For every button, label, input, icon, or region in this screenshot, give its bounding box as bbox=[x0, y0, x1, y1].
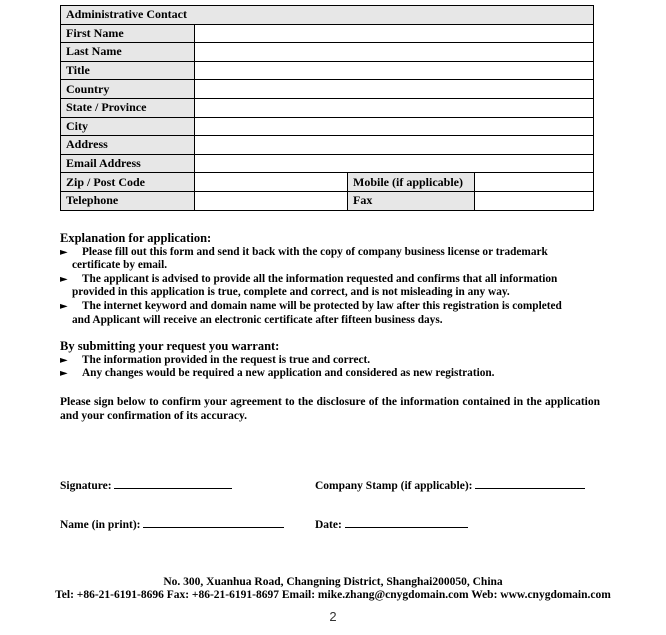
warrant-text: Any changes would be required a new application and considered as new registration. bbox=[82, 367, 495, 380]
explanation-item bbox=[60, 273, 605, 300]
form-row bbox=[61, 80, 594, 99]
footer-contact: Tel: +86-21-6191-8696 Fax: +86-21-6191-8697 Email: mike.zhang@cnygdomain.com Web: www.cnygdomain.com bbox=[55, 589, 611, 601]
name-in-print-label: Name (in print): bbox=[60, 519, 141, 531]
zip-row bbox=[61, 173, 594, 192]
explanation-text: The applicant is advised to provide all the information requested and confirms that all information bbox=[82, 272, 558, 285]
telephone-row bbox=[61, 191, 594, 210]
form-row bbox=[61, 98, 594, 117]
field-input[interactable] bbox=[195, 154, 594, 173]
bullet-arrow-icon: ► bbox=[60, 300, 68, 312]
warrant-section bbox=[60, 340, 605, 381]
explanation-text: Please fill out this form and send it back with the copy of company business license or trademark bbox=[82, 245, 548, 258]
field-label: Zip / Post Code bbox=[61, 173, 195, 192]
field-label: First Name bbox=[61, 24, 195, 43]
warrant-title: By submitting your request you warrant: bbox=[60, 339, 280, 353]
explanation-text-continued: certificate by email. bbox=[72, 259, 168, 272]
field-label: Country bbox=[61, 80, 195, 99]
field-label: Email Address bbox=[61, 154, 195, 173]
name-in-print-field[interactable] bbox=[60, 517, 284, 531]
date-line[interactable] bbox=[345, 517, 468, 528]
field-input[interactable] bbox=[475, 173, 594, 192]
signature-field[interactable] bbox=[60, 478, 232, 492]
form-row bbox=[61, 24, 594, 43]
form-row bbox=[61, 136, 594, 155]
explanation-text: The internet keyword and domain name will be protected by law after this registration is completed bbox=[82, 299, 562, 312]
form-row bbox=[61, 43, 594, 62]
field-label: Title bbox=[61, 61, 195, 80]
field-label: City bbox=[61, 117, 195, 136]
warrant-item bbox=[60, 367, 605, 381]
explanation-item bbox=[60, 246, 605, 273]
field-input[interactable] bbox=[195, 191, 348, 210]
bullet-arrow-icon: ► bbox=[60, 368, 68, 380]
warrant-text: The information provided in the request is true and correct. bbox=[82, 353, 371, 366]
date-label: Date: bbox=[315, 519, 342, 531]
field-input[interactable] bbox=[195, 173, 348, 192]
table-header: Administrative Contact bbox=[61, 6, 594, 25]
field-label: Mobile (if applicable) bbox=[348, 173, 475, 192]
form-row bbox=[61, 117, 594, 136]
explanation-section bbox=[60, 232, 605, 327]
field-label: State / Province bbox=[61, 98, 195, 117]
field-label: Address bbox=[61, 136, 195, 155]
bullet-arrow-icon: ► bbox=[60, 273, 68, 285]
bullet-arrow-icon: ► bbox=[60, 354, 68, 366]
field-input[interactable] bbox=[475, 191, 594, 210]
explanation-item bbox=[60, 300, 605, 327]
explanation-text-continued: and Applicant will receive an electronic certificate after fifteen business days. bbox=[72, 313, 443, 326]
company-stamp-line[interactable] bbox=[475, 478, 585, 489]
field-label: Last Name bbox=[61, 43, 195, 62]
page-number: 2 bbox=[329, 609, 337, 624]
form-row bbox=[61, 61, 594, 80]
field-input[interactable] bbox=[195, 43, 594, 62]
field-input[interactable] bbox=[195, 136, 594, 155]
field-input[interactable] bbox=[195, 61, 594, 80]
signature-line[interactable] bbox=[114, 478, 232, 489]
footer-address: No. 300, Xuanhua Road, Changning District, Shanghai200050, China bbox=[163, 576, 503, 588]
field-input[interactable] bbox=[195, 98, 594, 117]
name-in-print-line[interactable] bbox=[143, 517, 284, 528]
explanation-title: Explanation for application: bbox=[60, 231, 212, 245]
bullet-arrow-icon: ► bbox=[60, 246, 68, 258]
warrant-item bbox=[60, 354, 605, 368]
field-input[interactable] bbox=[195, 80, 594, 99]
confirmation-paragraph: Please sign below to confirm your agreement to the disclosure of the information contained in the application and your confirmation of its accuracy. bbox=[60, 396, 600, 422]
company-stamp-field[interactable] bbox=[315, 478, 585, 492]
administrative-contact-table bbox=[60, 5, 594, 211]
field-input[interactable] bbox=[195, 117, 594, 136]
field-label: Telephone bbox=[61, 191, 195, 210]
field-input[interactable] bbox=[195, 24, 594, 43]
form-row bbox=[61, 154, 594, 173]
company-stamp-label: Company Stamp (if applicable): bbox=[315, 480, 473, 492]
field-label: Fax bbox=[348, 191, 475, 210]
explanation-text-continued: provided in this application is true, complete and correct, and is not misleading in any way. bbox=[72, 286, 510, 299]
signature-label: Signature: bbox=[60, 480, 112, 492]
date-field[interactable] bbox=[315, 517, 468, 531]
